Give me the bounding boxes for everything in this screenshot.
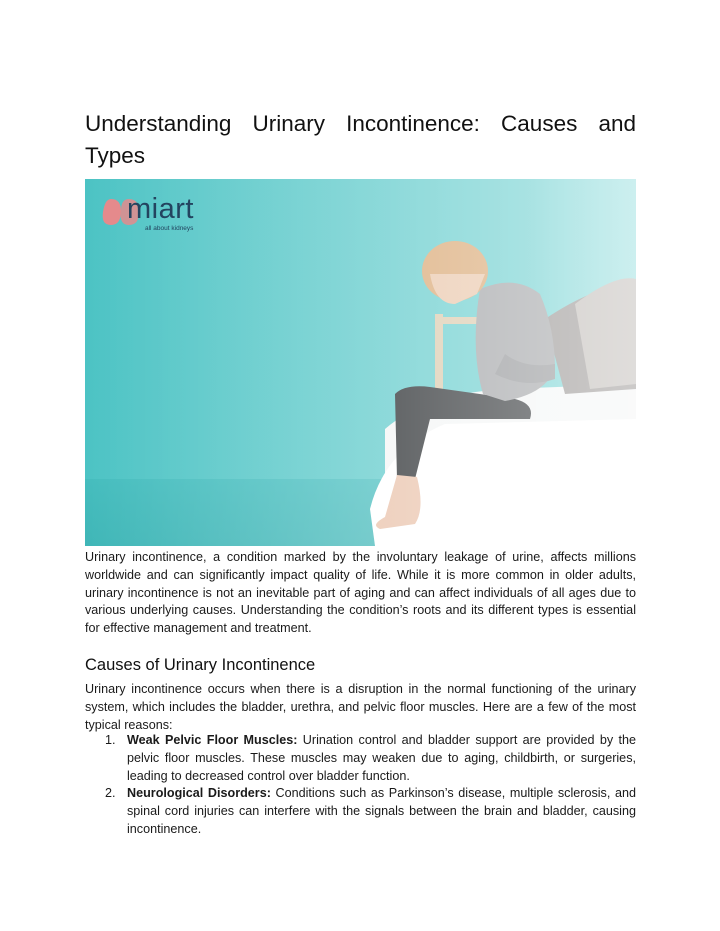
list-item — [85, 732, 636, 785]
causes-intro-paragraph: Urinary incontinence occurs when there is a disruption in the normal functioning of the urinary system, which includes the bladder, urethra, and pelvic floor muscles. Here are a few of the most typical reasons: — [85, 682, 636, 732]
list-item-term: Weak Pelvic Floor Muscles: — [127, 733, 298, 747]
list-item — [85, 785, 636, 838]
list-item-text: Conditions such as Parkinson’s disease, multiple sclerosis, and spinal cord injuries can interfere with the signals between the brain and bladder, causing incontinence. — [127, 786, 636, 836]
list-item-text: Urination control and bladder support are provided by the pelvic floor muscles. These muscles may weaken due to aging, childbirth, or surgeries, leading to decreased control over bladder function. — [127, 733, 636, 783]
list-number: 1. — [105, 733, 116, 747]
hero-image — [85, 179, 636, 546]
causes-list — [85, 732, 636, 839]
logo-wordmark: miart — [127, 193, 194, 225]
logo-tagline: all about kidneys — [145, 225, 194, 232]
page-title: Understanding Urinary Incontinence: Causes and Types — [85, 111, 636, 168]
intro-paragraph: Urinary incontinence, a condition marked by the involuntary leakage of urine, affects millions worldwide and can significantly impact quality of life. While it is more common in older adults, urinary incontinence is not an inevitable part of aging and can affect individuals of all ages due to various underlying causes. Understanding the condition’s roots and its different types is essential for effective management and treatment. — [85, 550, 636, 636]
list-item-term: Neurological Disorders: — [127, 786, 271, 801]
list-number: 2. — [105, 786, 116, 801]
woman-on-bed-illustration — [85, 179, 636, 546]
section-heading-causes: Causes of Urinary Incontinence — [85, 656, 316, 674]
